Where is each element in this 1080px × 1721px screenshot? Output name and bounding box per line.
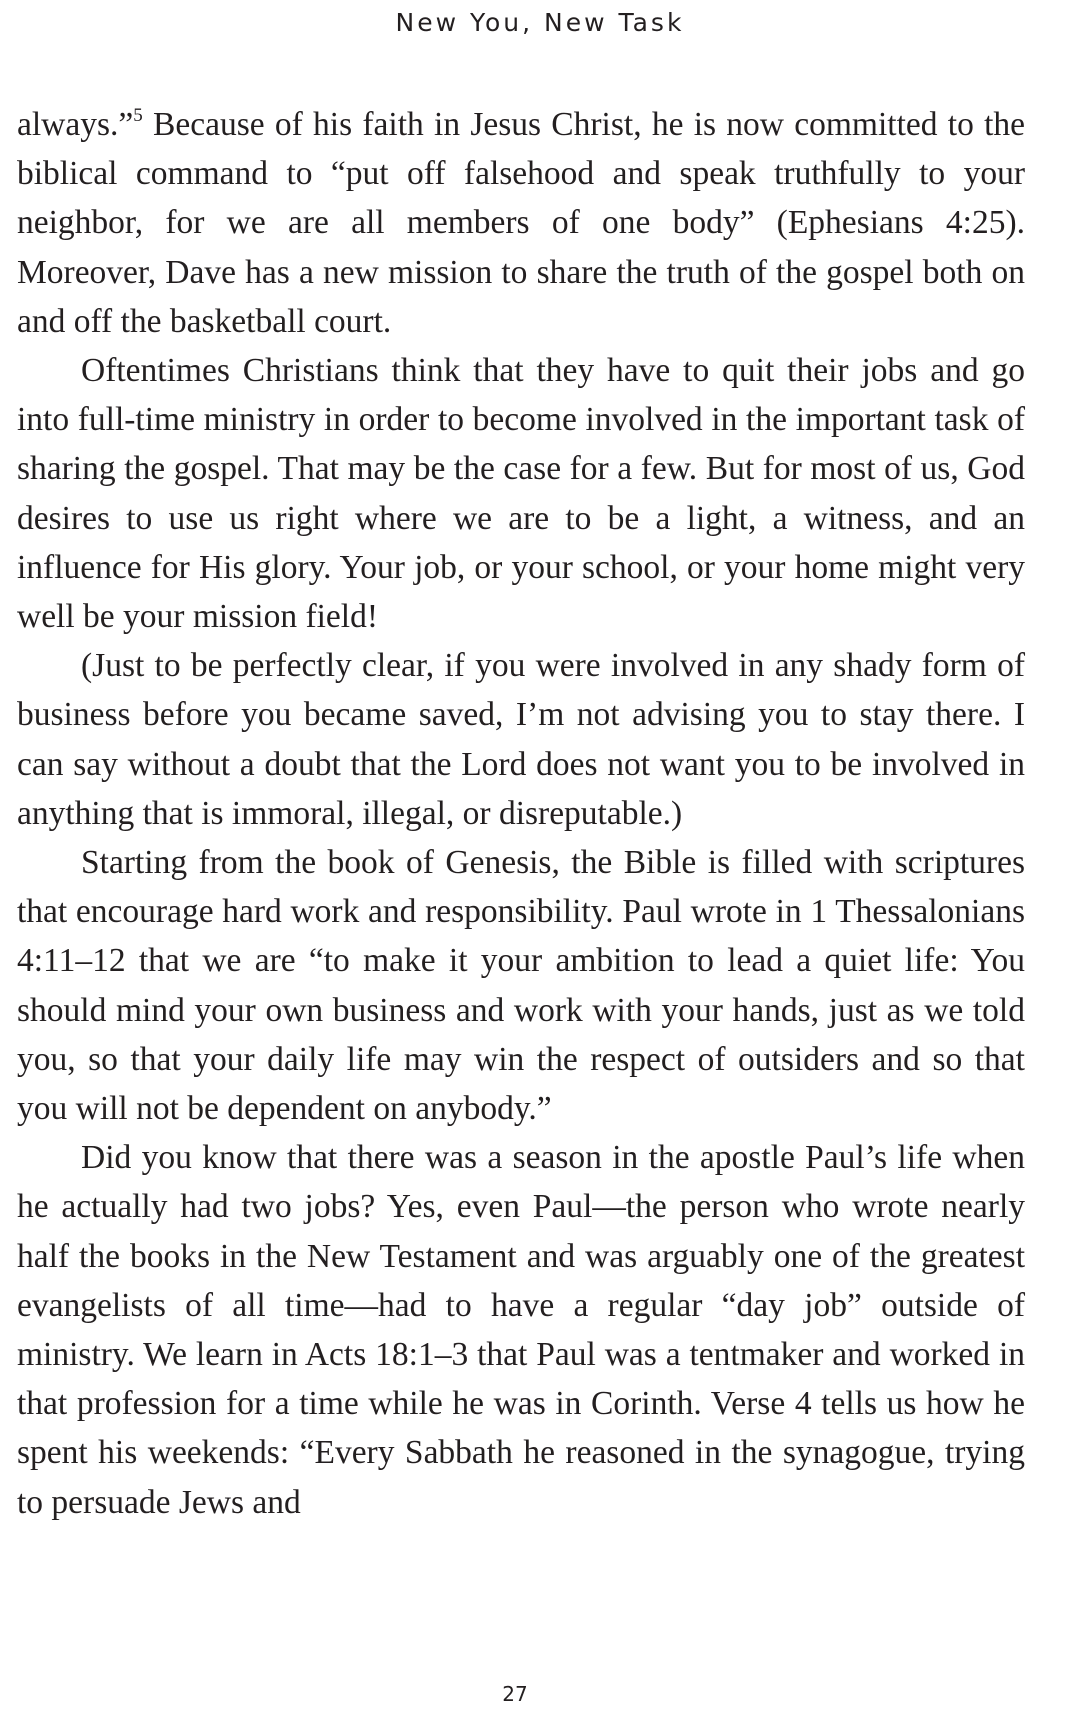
paragraph-1: [17, 100, 1025, 346]
paragraph-1-text: Because of his faith in Jesus Christ, he is now committed to the biblical command to “put off falsehood and speak truthfully to your neighbor, for we are all members of one body” (Ephesians 4:25). Moreover, Dave has a new mission to share the truth of the gospel both on and off the basketball court.: [17, 106, 1025, 340]
paragraph-1-opening: always.”: [17, 106, 134, 143]
paragraph-3: (Just to be perfectly clear, if you were involved in any shady form of business before you became saved, I’m not advising you to stay there. I can say without a doubt that the Lord does not want you to be involved in anything that is immoral, illegal, or disreputable.): [17, 647, 1025, 832]
paragraph-5: Did you know that there was a season in the apostle Paul’s life when he actually had two jobs? Yes, even Paul—the person who wrote nearly half the books in the New Testament and was arguably one of the greatest evangelists of all time—had to have a regular “day job” outside of ministry. We learn in Acts 18:1–3 that Paul was a tentmaker and worked in that profession for a time while he was in Corinth. Verse 4 tells us how he spent his weekends: “Every Sabbath he reasoned in the synagogue, trying to persuade Jews and: [17, 1139, 1025, 1521]
running-head-title: New You, New Task: [395, 8, 685, 37]
footnote-marker[interactable]: 5: [133, 105, 143, 126]
paragraph-4: Starting from the book of Genesis, the Bible is filled with scriptures that encourage hard work and responsibility. Paul wrote in 1 Thessalonians 4:11–12 that we are “to make it your ambition to lead a quiet life: You should mind your own business and work with your hands, just as we told you, so that your daily life may win the respect of outsiders and so that you will not be dependent on anybody.”: [17, 844, 1025, 1128]
body-text: [17, 100, 1025, 1527]
page-number: 27: [502, 1682, 528, 1706]
paragraph-2: Oftentimes Christians think that they have to quit their jobs and go into full-time ministry in order to become involved in the important task of sharing the gospel. That may be the case for a few. But for most of us, God desires to use us right where we are to be a light, a witness, and an influence for His glory. Your job, or your school, or your home might very well be your mission field!: [17, 352, 1025, 636]
